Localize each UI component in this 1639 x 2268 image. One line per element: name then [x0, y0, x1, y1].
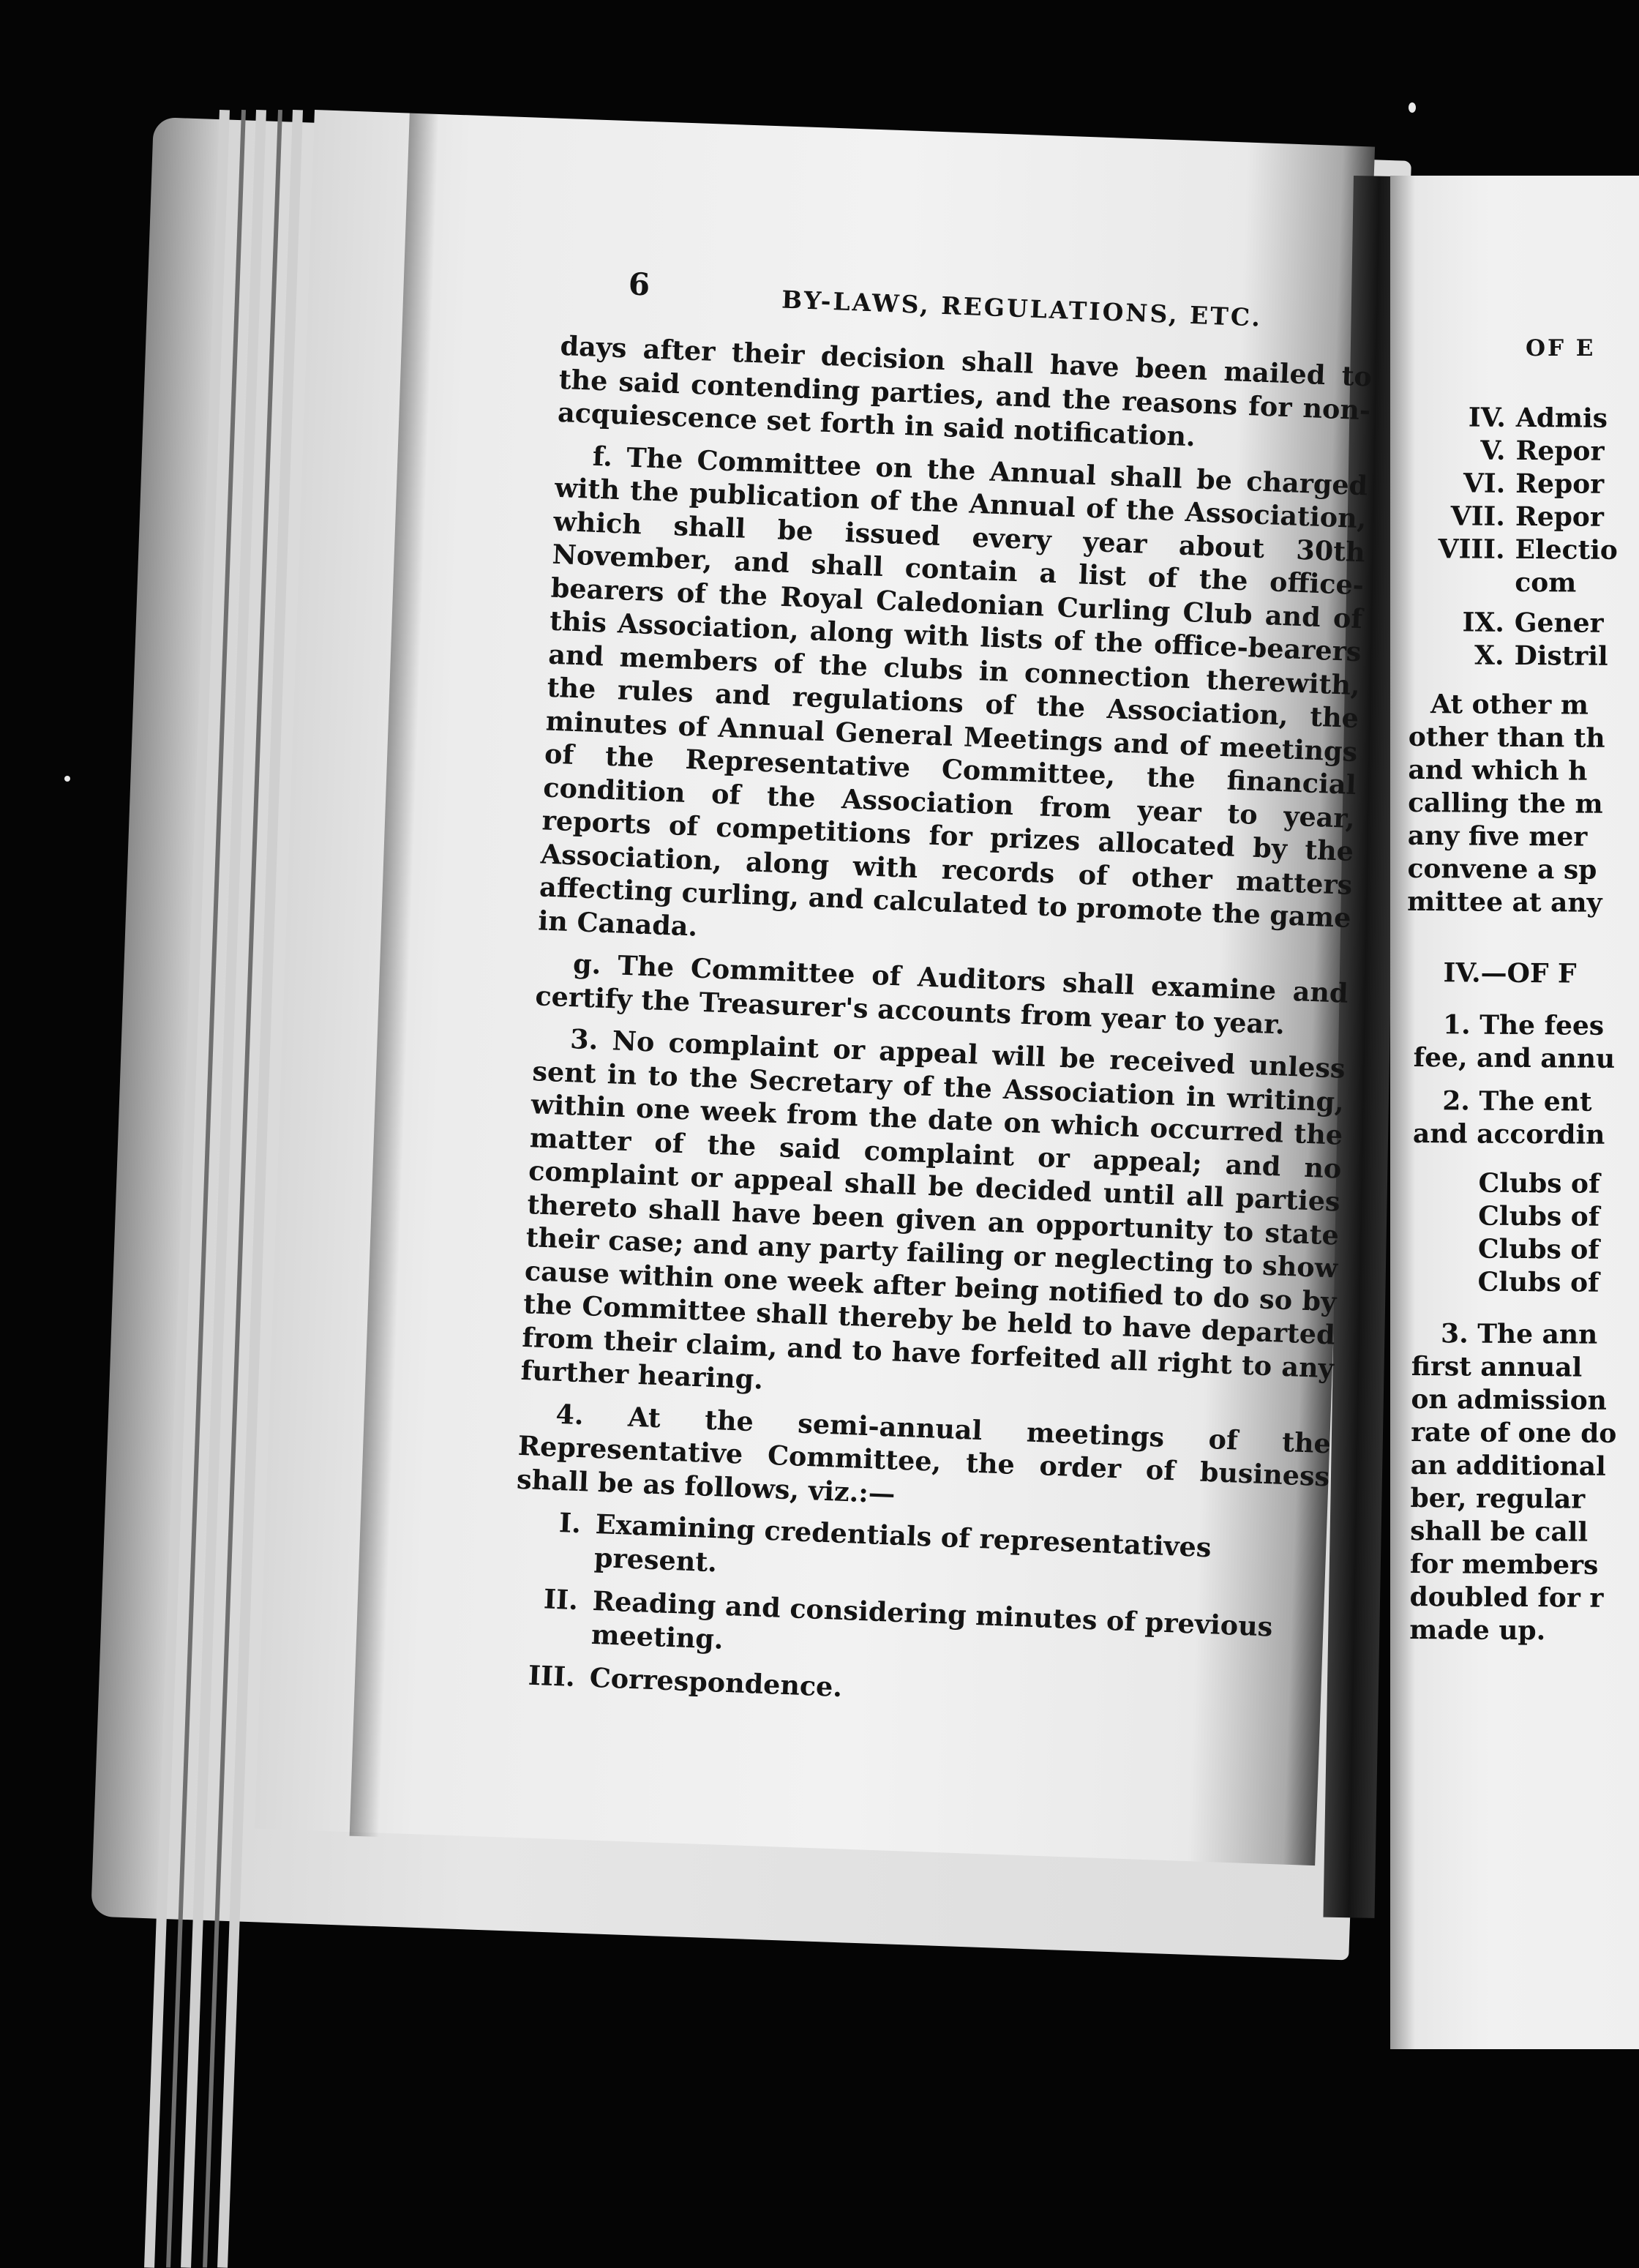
right-running-head: OF E — [1526, 335, 1596, 362]
text-line: doubled for r — [1409, 1581, 1604, 1614]
list-number: VI. — [1463, 468, 1506, 499]
section-heading: IV.—OF F — [1443, 957, 1577, 989]
right-paragraph — [1414, 1008, 1634, 1076]
list-text: Repor — [1515, 435, 1605, 467]
paragraph: 4. At the semi-annual meetings of the Representative Committee, the order of business shall be as follows, viz.:— — [516, 1398, 1332, 1510]
text-line: convene a sp — [1407, 853, 1597, 886]
text-line: Clubs of — [1477, 1266, 1599, 1298]
text-line: 2. The ent — [1442, 1085, 1592, 1118]
text-line: At other m — [1430, 689, 1589, 721]
right-page-list — [1409, 401, 1638, 1648]
running-head: BY-LAWS, REGULATIONS, ETC. — [781, 285, 1263, 332]
text-line: 1. The fees — [1442, 1009, 1605, 1041]
list-number: VII. — [1450, 501, 1506, 532]
list-number: V. — [1480, 435, 1506, 466]
text-line: Clubs of — [1477, 1233, 1600, 1265]
text-line: Clubs of — [1478, 1200, 1600, 1232]
list-text: Examining credentials of representatives present. — [593, 1508, 1212, 1578]
right-paragraph — [1413, 1085, 1633, 1152]
page-number: 6 — [628, 266, 651, 303]
text-line: and accordin — [1412, 1118, 1605, 1150]
list-number: II. — [543, 1583, 579, 1617]
list-item — [1418, 401, 1638, 435]
paragraph: days after their decision shall have been mailed to the said contending parties, and the reasons for non-acquiescence set forth in said notification. — [557, 329, 1373, 453]
list-text: com — [1515, 566, 1577, 599]
text-line: and which h — [1408, 754, 1588, 787]
list-number: X. — [1474, 640, 1504, 671]
text-line: shall be call — [1410, 1515, 1589, 1548]
list-number: IX. — [1462, 607, 1505, 638]
list-text: Correspondence. — [589, 1661, 843, 1704]
list-item — [1417, 500, 1637, 534]
dust-speck — [1409, 102, 1416, 113]
text-line: ber, regular — [1410, 1482, 1586, 1515]
list-item — [1417, 606, 1636, 640]
text-line: mittee at any — [1407, 886, 1602, 918]
paragraph: f. The Committee on the Annual shall be charged with the publication of the Annual of the Association, which shall be issued every year about 30th November, and shall contain a list of the office-bearers of the Royal Caledonian Curling Club and of this Association, along with lists of the office-bearers and members of the clubs in connection therewith, the rules and regulations of the Association, the minutes of Annual General Meetings and of meetings of the Representative Committee, the financial condition of the Association from year to year, reports of competitions for prizes allocated by the Association, along with records of other matters affecting curling, and calculated to promote the game in Canada. — [537, 440, 1368, 943]
text-line: made up. — [1409, 1614, 1546, 1647]
list-text: Repor — [1515, 501, 1605, 533]
list-text: Reading and considering minutes of previous meeting. — [590, 1584, 1274, 1655]
dust-speck — [64, 776, 70, 782]
text-line: fee, and annu — [1413, 1041, 1616, 1074]
text-line: any five mer — [1407, 820, 1588, 853]
list-number: IV. — [1468, 402, 1506, 433]
paragraph: g. The Committee of Auditors shall examine and certify the Treasurer's accounts from year to year. — [534, 948, 1349, 1041]
list-text: Gener — [1514, 607, 1604, 639]
list-text: Admis — [1515, 402, 1608, 434]
right-paragraph — [1407, 688, 1635, 920]
list-text: Electio — [1515, 534, 1618, 566]
right-paragraph — [1409, 1317, 1631, 1648]
text-line: calling the m — [1408, 787, 1603, 820]
list-number: III. — [528, 1659, 576, 1693]
list-item — [1416, 639, 1635, 673]
text-line: an additional — [1410, 1449, 1606, 1482]
text-line: first annual — [1411, 1350, 1583, 1383]
list-number: VIII. — [1438, 534, 1505, 565]
list-item — [1417, 566, 1636, 600]
list-item — [1417, 533, 1636, 567]
paragraph: 3. No complaint or appeal will be received unless sent in to the Secretary of the Association in writing, within one week from the date on which occurred the matter of the said complaint or appeal; and no complaint or appeal shall be decided until all parties thereto shall have been given an opportunity to state their case; and any party failing or neglecting to show cause within one week after being notified to do so by the Committee shall thereby be held to have departed from their claim, and to have forfeited all right to any further hearing. — [520, 1023, 1346, 1396]
left-page-text — [509, 263, 1376, 1733]
list-item — [1417, 434, 1637, 468]
text-line: 3. The ann — [1440, 1318, 1598, 1350]
list-item — [1417, 467, 1637, 501]
list-number: I. — [558, 1507, 582, 1540]
text-line: Clubs of — [1478, 1167, 1600, 1200]
order-of-business-list — [509, 1505, 1327, 1723]
list-text: Repor — [1515, 468, 1605, 500]
text-line: on admission — [1411, 1383, 1608, 1416]
clubs-list — [1411, 1167, 1632, 1300]
text-line: other than th — [1408, 721, 1605, 754]
list-text: Distril — [1514, 640, 1608, 672]
text-line: rate of one do — [1411, 1416, 1617, 1449]
text-line: for members — [1409, 1548, 1599, 1581]
